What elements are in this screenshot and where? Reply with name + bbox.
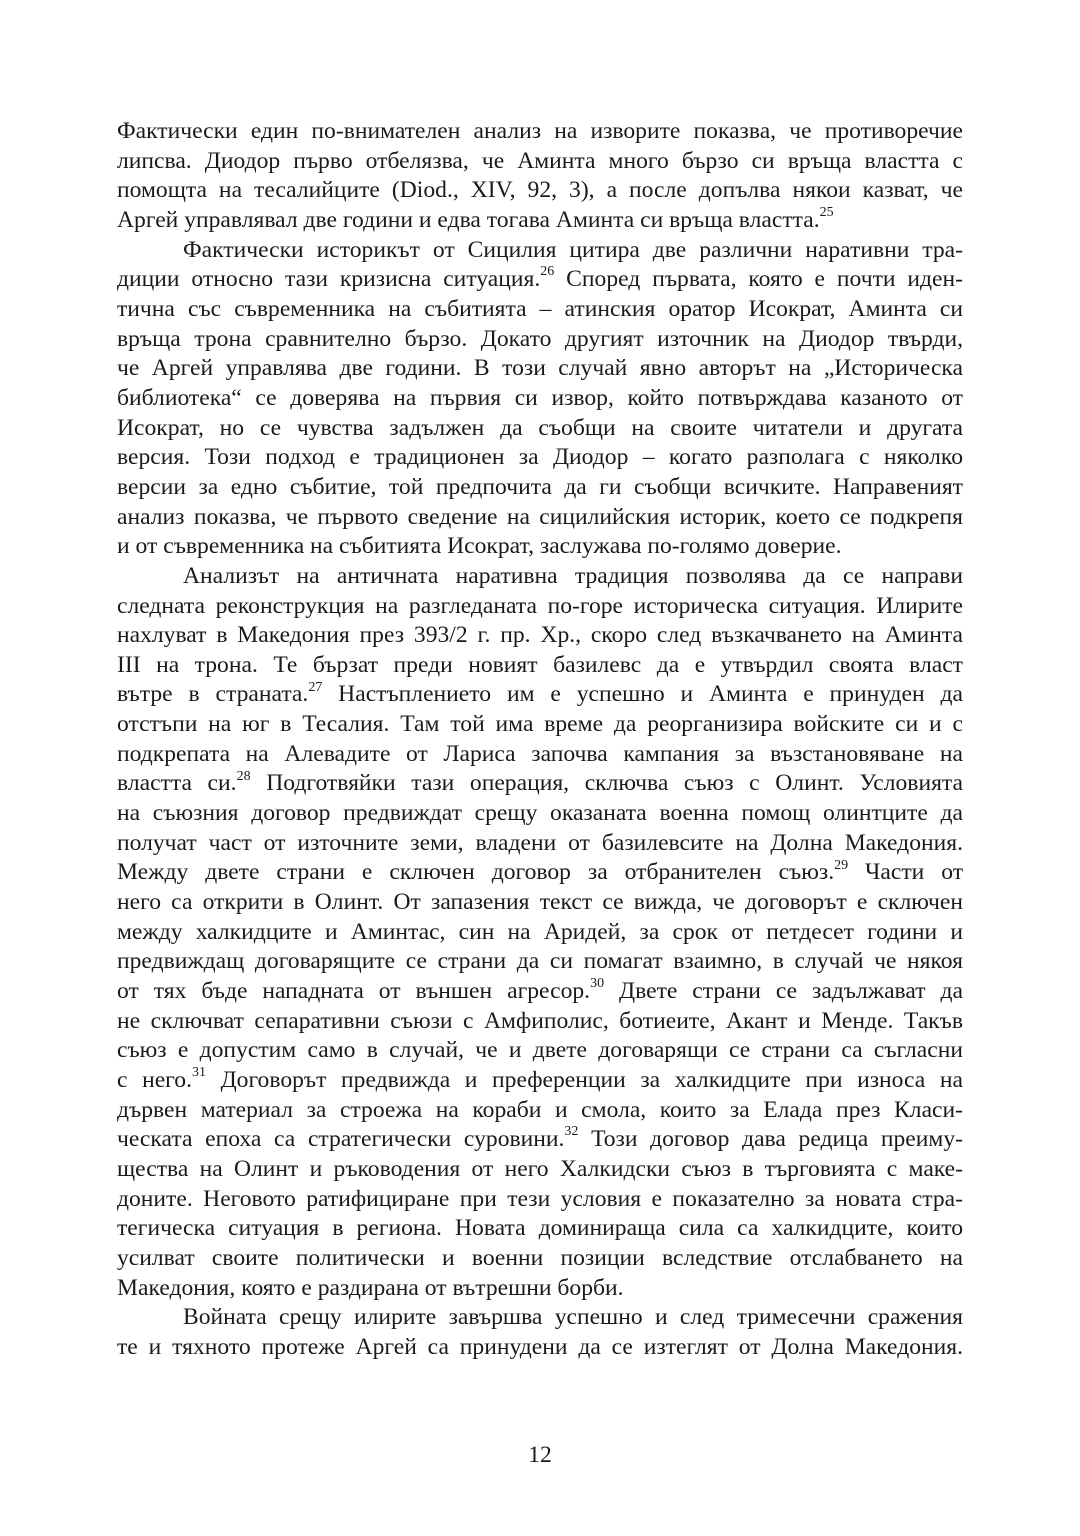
text-segment: дървен материал за строежа на кораби и смола, които за Елада през Класи- [117, 1096, 963, 1123]
text-line [117, 1214, 963, 1244]
text-segment: Аргей управлявал две години и едва тогава Аминта си връща властта. [117, 206, 820, 233]
text-segment: Според първата, която е почти иден- [554, 266, 963, 293]
text-line [117, 562, 963, 592]
text-line [117, 977, 963, 1007]
body-text [117, 117, 963, 1363]
text-segment: помощта на тесалийците (Diod., XIV, 92, 3), а после допълва някои казват, че [117, 177, 963, 204]
text-segment: нахлуват в Македония през 393/2 г. пр. Хр., скоро след възкачването на Аминта [117, 622, 963, 649]
text-segment: Фактически историкът от Сицилия цитира две различни наративни тра- [183, 236, 963, 263]
text-segment: между халкидците и Аминтас, син на Аридей, за срок от петдесет години и [117, 918, 963, 945]
text-segment: Исократ, но се чувства задължен да съобщи на своите читатели и другата [117, 414, 963, 441]
paragraph [117, 562, 963, 1303]
text-segment: анализ показва, че първото сведение на сицилийския историк, което се подкрепя [117, 503, 963, 530]
text-segment: Двете страни се задължават да [604, 978, 963, 1005]
text-segment: отстъпи на юг в Тесалия. Там той има време да реорганизира войските си и с [117, 711, 963, 738]
text-segment: властта си. [117, 770, 237, 797]
text-segment: Войната срещу илирите завършва успешно и след тримесечни сражения [183, 1304, 963, 1331]
text-line [117, 1333, 963, 1363]
text-segment: Настъплението им е успешно и Аминта е принуден да [322, 681, 963, 708]
text-segment: съюз е допустим само в случай, че и двете договарящи се страни са съгласни [117, 1037, 963, 1064]
text-segment: следната реконструкция на разгледаната по-горе историческа ситуация. Илирите [117, 592, 963, 619]
text-segment: на съюзния договор предвиждат срещу оказаната военна помощ олинтците да [117, 800, 963, 827]
text-line [117, 1066, 963, 1096]
text-line [117, 117, 963, 147]
text-line [117, 1007, 963, 1037]
footnote-marker[interactable]: 32 [564, 1124, 579, 1140]
text-segment: с него. [117, 1067, 192, 1093]
text-line [117, 651, 963, 681]
text-line [117, 503, 963, 533]
footnote-marker[interactable]: 25 [819, 205, 834, 221]
text-segment: усилват своите политически и военни позиции вследствие отслабването на [117, 1244, 963, 1271]
footnote-marker[interactable]: 27 [308, 679, 323, 695]
text-segment: и от съвременника на събитията Исократ, заслужава по-голямо доверие. [117, 533, 842, 560]
text-segment: получат част от източните земи, владени от базилевсите на Долна Македония. [117, 829, 963, 856]
text-segment: библиотека“ се доверява на първия си извор, който потвърждава казаното от [117, 384, 963, 411]
text-segment: III на трона. Те бързат преди новият базилевс да е утвърдил своята власт [117, 651, 963, 678]
text-segment: тична със съвременника на събитията – атинския оратор Исократ, Аминта си [117, 295, 963, 322]
text-segment: вътре в страната. [117, 681, 309, 708]
text-line [117, 206, 963, 236]
footnote-marker[interactable]: 29 [834, 857, 849, 873]
text-segment: Фактически един по-внимателен анализ на изворите показва, че противоречие [117, 118, 963, 144]
text-segment: Договорът предвижда и преференции за халкидците при износа на [205, 1067, 963, 1093]
text-line [117, 1244, 963, 1274]
text-line [117, 1036, 963, 1066]
text-segment: предвиждащ договарящите се страни да си помагат взаимно, в случай че някоя [117, 948, 963, 975]
text-line [117, 384, 963, 414]
text-segment: тегическа ситуация в региона. Новата доминираща сила са халкидците, които [117, 1215, 963, 1242]
text-segment: ческата епоха са стратегически суровини. [117, 1126, 565, 1153]
text-segment: не сключват сепаративни съюзи с Амфиполис, ботиеите, Акант и Менде. Такъв [117, 1007, 963, 1034]
paragraph [117, 236, 963, 562]
text-line [117, 621, 963, 651]
text-segment: Подготвяйки тази операция, сключва съюз с Олинт. Условията [250, 770, 963, 797]
text-segment: диции относно тази кризисна ситуация. [117, 266, 541, 293]
text-line [117, 354, 963, 384]
text-line [117, 680, 963, 710]
footnote-marker[interactable]: 26 [540, 264, 555, 280]
text-line [117, 710, 963, 740]
text-line [117, 147, 963, 177]
text-segment: Македония, която е раздирана от вътрешни борби. [117, 1274, 624, 1301]
text-line [117, 918, 963, 948]
text-line [117, 1125, 963, 1155]
text-segment: Анализът на античната наративна традиция позволява да се направи [183, 562, 963, 589]
text-line [117, 888, 963, 918]
text-line [117, 858, 963, 888]
text-segment: от тях бъде нападната от външен агресор. [117, 978, 591, 1005]
text-segment: версия. Този подход е традиционен за Диодор – когато разполага с няколко [117, 444, 963, 471]
footnote-marker[interactable]: 31 [191, 1065, 206, 1081]
text-line [117, 295, 963, 325]
text-line [117, 947, 963, 977]
page-number: 12 [528, 1442, 552, 1468]
text-line [117, 414, 963, 444]
footnote-marker[interactable]: 28 [236, 768, 251, 784]
text-line [117, 265, 963, 295]
text-line [117, 829, 963, 859]
text-segment: връща трона сравнително бързо. Докато другият източник на Диодор твърди, [117, 325, 963, 352]
text-line [117, 473, 963, 503]
text-segment: Между двете страни е сключен договор за отбранителен съюз. [117, 859, 835, 886]
text-segment: доните. Неговото ратифициране при тези условия е показателно за новата стра- [117, 1185, 963, 1212]
text-segment: Части от [848, 859, 963, 886]
text-line [117, 740, 963, 770]
text-line [117, 769, 963, 799]
text-segment: версии за едно събитие, той предпочита да ги съобщи всичките. Направеният [117, 473, 963, 500]
text-segment: подкрепата на Алевадите от Лариса започва кампания за възстановяване на [117, 740, 963, 767]
text-segment: те и тяхното протеже Аргей са принудени да се изтеглят от Долна Македония. [117, 1333, 963, 1360]
paragraph [117, 117, 963, 236]
text-line [117, 592, 963, 622]
text-line [117, 1185, 963, 1215]
text-line [117, 443, 963, 473]
text-line [117, 1096, 963, 1126]
text-line [117, 532, 963, 562]
text-segment: щества на Олинт и ръководения от него Халкидски съюз в търговията с маке- [117, 1155, 963, 1182]
text-line [117, 176, 963, 206]
text-line [117, 1274, 963, 1304]
text-segment: липсва. Диодор първо отбелязва, че Аминта много бързо си връща властта с [117, 147, 963, 174]
text-segment: Този договор дава редица преиму- [578, 1126, 963, 1153]
text-line [117, 236, 963, 266]
text-segment: че Аргей управлява две години. В този случай явно авторът на „Историческа [117, 355, 963, 382]
paragraph [117, 1303, 963, 1362]
text-segment: него са открити в Олинт. От запазения текст се вижда, че договорът е сключен [117, 889, 963, 916]
text-line [117, 325, 963, 355]
footnote-marker[interactable]: 30 [590, 976, 605, 992]
text-line [117, 1155, 963, 1185]
text-line [117, 799, 963, 829]
text-line [117, 1303, 963, 1333]
